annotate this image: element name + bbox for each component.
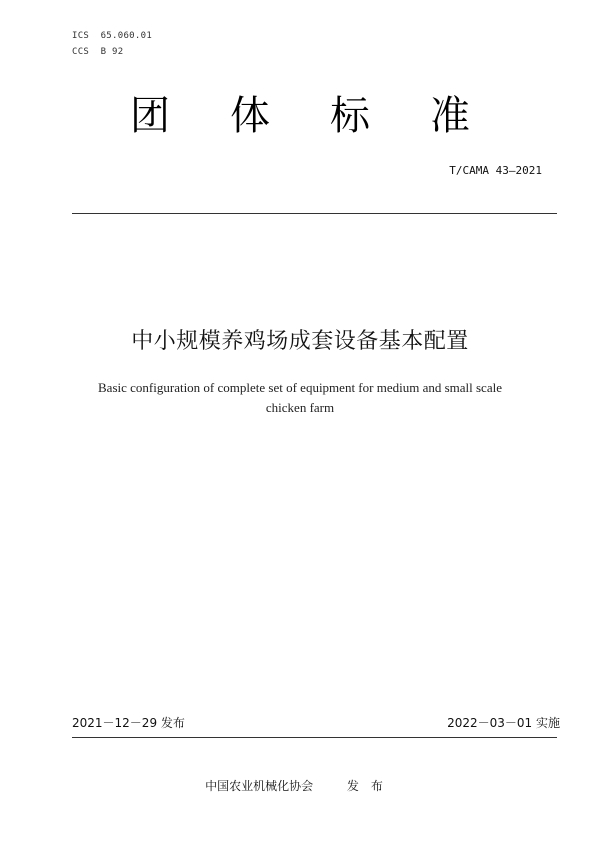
english-title-line-2: chicken farm — [265, 400, 335, 415]
publisher-line — [0, 776, 600, 796]
document-type-heading: 团体标准 — [130, 93, 530, 139]
chinese-title: 中小规模养鸡场成套设备基本配置 — [131, 329, 469, 354]
publish-action: 发布 — [346, 779, 395, 793]
english-title-line-1: Basic configuration of complete set of equipment for medium and small scale — [98, 380, 502, 395]
classification-codes — [72, 28, 152, 60]
bottom-divider — [72, 737, 557, 738]
ics-code: ICS 65.060.01 — [72, 31, 153, 41]
ccs-code: CCS B 92 — [72, 47, 124, 57]
standard-number: T/CAMA 43—2021 — [449, 164, 542, 177]
publisher-name: 中国农业机械化协会 — [205, 779, 314, 793]
english-title — [60, 378, 540, 418]
issue-date: 2021－12－29 发布 — [72, 716, 185, 730]
implementation-date: 2022－03－01 实施 — [447, 716, 560, 730]
top-divider — [72, 213, 557, 214]
